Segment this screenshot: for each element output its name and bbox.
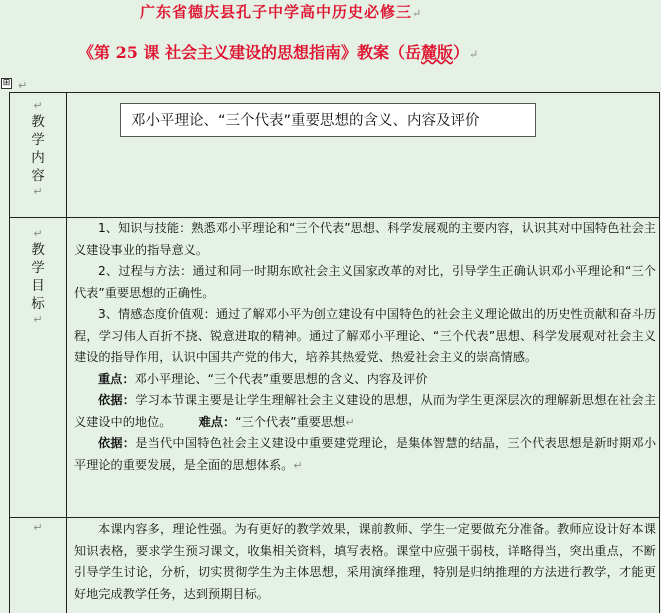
spellcheck-underlined-text: 麓版 [420,43,453,62]
label-cell-empty: ↵ [33,521,43,534]
objective-process: 2、过程与方法：通过和同一时期东欧社会主义国家改革的对比，引导学生正确认识邓小平理论和“三个代表”重要思想的正确性。 [74,264,656,300]
teaching-method-paragraph: 本课内容多，理论性强。为有更好的教学效果，课前教师、学生一定要做充分准备。教师应设计好本课知识表格，要求学生预习课文，收集相关资料，填写表格。课堂中应强干弱枝，详略得当，突出重点，不断引导学生讨论，分析，切实贯彻学生为主体思想，采用演绎推理，特别是归纳推理的方法进行教学，才能更好地完成教学任务，达到预期目标。 [74,522,656,601]
lesson-title: 《第 25 课 社会主义建设的思想指南》教案（岳麓版）↵ [78,43,479,62]
label-teaching-content: ↵ 教 学 内 容 ↵ [31,99,45,198]
key-point-basis: 依据：学习本节课主要是让学生理解社会主义建设的思想，从而为学生更深层次的理解新思想在社会主义建设中的地位。 难点：“三个代表”重要思想↵ [74,393,657,429]
teaching-content-textbox[interactable]: 邓小平理论、“三个代表”重要思想的含义、内容及评价 [120,103,536,137]
document-title: 广东省德庆县孔子中学高中历史必修三↵ [140,3,423,21]
objective-values: 3、情感态度价值观：通过了解邓小平为创立建设有中国特色的社会主义理论做出的历史性贡献和奋斗历程，学习伟人百折不挠、锐意进取的精神。通过了解邓小平理论、“三个代表”思想、科学发展观对社会主义建设的指导作用，认识中国共产党的伟大，培养其热爱党、热爱社会主义的崇高情感。 [74,307,656,364]
teaching-objectives-text [74,218,656,476]
label-teaching-objectives: ↵ 教 学 目 标 ↵ [31,227,45,326]
difficult-point-basis: 依据：是当代中国特色社会主义建设中重要建党理论，是集体智慧的结晶，三个代表思想是新时期邓小平理论的重要发展，是全面的思想体系。↵ [74,436,657,472]
table-move-handle-icon[interactable]: ⊞ [2,78,11,88]
table-right-border [659,93,660,613]
column-divider [66,93,67,613]
paragraph-mark-icon: ↵ [18,79,28,92]
row-divider [10,517,660,518]
objective-knowledge: 1、知识与技能：熟悉邓小平理论和“三个代表”思想、科学发展观的主要内容，认识其对中国特色社会主义建设事业的指导意义。 [74,221,656,257]
teaching-method-text [74,519,656,605]
key-point: 重点：邓小平理论、“三个代表”重要思想的含义、内容及评价 [98,371,428,386]
lesson-plan-table [9,92,660,613]
